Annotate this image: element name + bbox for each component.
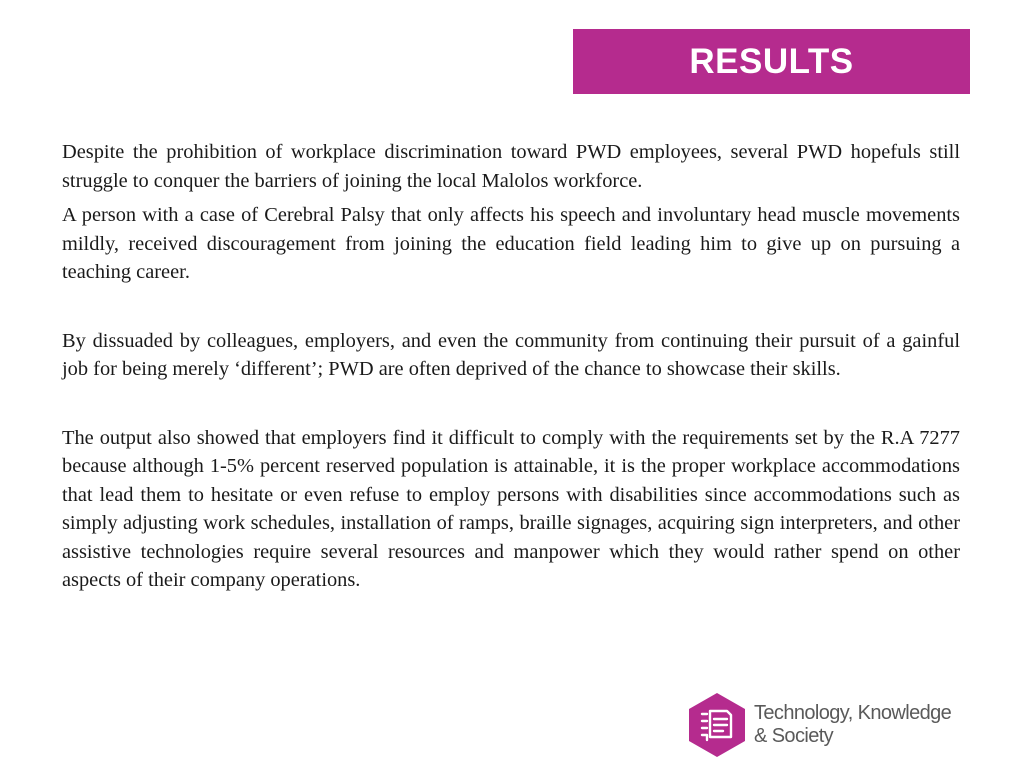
title-banner (573, 29, 970, 94)
paragraph-4: The output also showed that employers find it difficult to comply with the requirements set by the R.A 7277 because although 1-5% percent reserved population is attainable, it is the proper workplace accommodations that lead them to hesitate or even refuse to employ persons with disabilities since accommodations such as simply adjusting work schedules, installation of ramps, braille signages, acquiring sign interpreters, and other assistive technologies require several resources and manpower which they would rather spend on other aspects of their company operations. (62, 426, 960, 591)
publisher-logo (687, 692, 977, 758)
logo-line-1: Technology, Knowledge (754, 702, 952, 724)
body-text (62, 138, 960, 595)
paragraph-2: A person with a case of Cerebral Palsy that only affects his speech and involuntary head muscle movements mildly, received discouragement from joining the education field leading him to give up on pursuing a teaching career. (62, 204, 960, 283)
logo-text (754, 702, 951, 748)
paragraph-1: Despite the prohibition of workplace discrimination toward PWD employees, several PWD hopefuls still struggle to conquer the barriers of joining the local Malolos workforce. (62, 141, 960, 192)
logo-line-2: & Society (754, 725, 834, 747)
paragraph-3: By dissuaded by colleagues, employers, and even the community from continuing their pursuit of a gainful job for being merely ‘different’; PWD are often deprived of the chance to showcase their skills. (62, 329, 960, 380)
page-title: RESULTS (689, 41, 854, 81)
book-hexagon-icon (687, 692, 747, 758)
